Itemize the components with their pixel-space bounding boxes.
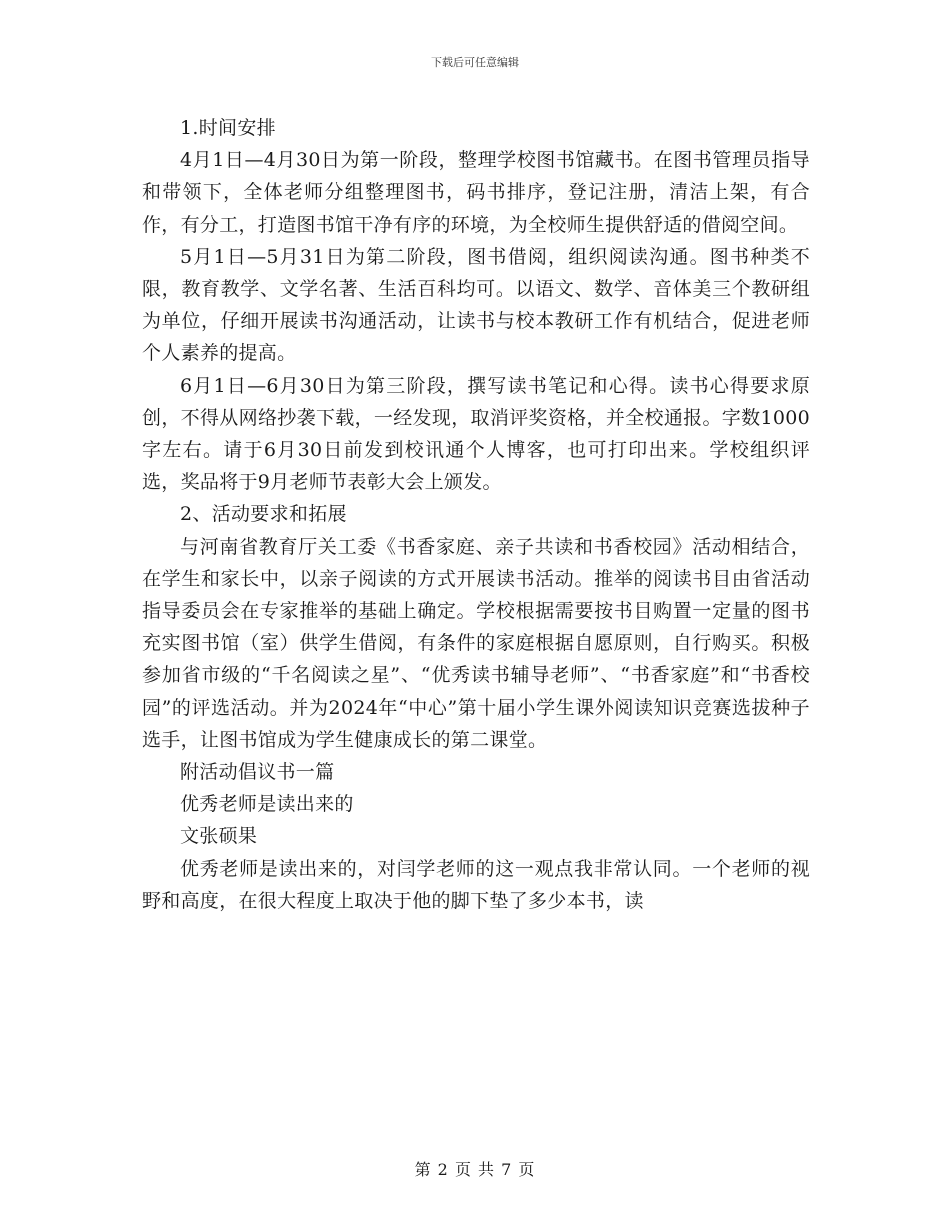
article-author: 文张硕果	[180, 825, 258, 848]
appendix-note: 附活动倡议书一篇	[180, 761, 335, 784]
paragraph-phase-three: 6月1日—6月30日为第三阶段，撰写读书笔记和心得。读书心得要求原创，不得从网络抄袭下载，一经发现，取消评奖资格，并全校通报。字数1000字左右。请于6月30日前发到校讯通个人博客，也可打印出来。学校组织评选，奖品将于9月老师节表彰大会上颁发。	[142, 374, 810, 494]
article-title: 优秀老师是读出来的	[180, 793, 354, 816]
page-header: 下载后可任意编辑	[431, 56, 519, 69]
document-body	[142, 112, 810, 917]
article-paragraph: 优秀老师是读出来的，对闫学老师的这一观点我非常认同。一个老师的视野和高度，在很大程度上取决于他的脚下垫了多少本书，读	[142, 857, 810, 912]
section-heading-schedule: 1.时间安排	[180, 117, 276, 139]
paragraph-requirements: 与河南省教育厅关工委《书香家庭、亲子共读和书香校园》活动相结合，在学生和家长中，以亲子阅读的方式开展读书活动。推举的阅读书目由省活动指导委员会在专家推举的基础上确定。学校根据需要按书目购置一定量的图书充实图书馆（室）供学生借阅，有条件的家庭根据自愿原则，自行购买。积极参加省市级的“千名阅读之星”、“优秀读书辅导老师”、“书香家庭”和“书香校园”的评选活动。并为2024年“中心”第十届小学生课外阅读知识竞赛选拔种子选手，让图书馆成为学生健康成长的第二课堂。	[142, 535, 810, 751]
section-heading-requirements: 2、活动要求和拓展	[180, 503, 347, 526]
page-number: 第 2 页 共 7 页	[414, 1160, 536, 1179]
paragraph-phase-one: 4月1日—4月30日为第一阶段，整理学校图书馆藏书。在图书管理员指导和带领下，全体老师分组整理图书，码书排序，登记注册，清洁上架，有合作，有分工，打造图书馆干净有序的环境，为全校师生提供舒适的借阅空间。	[142, 149, 810, 236]
paragraph-phase-two: 5月1日—5月31日为第二阶段，图书借阅，组织阅读沟通。图书种类不限，教育教学、文学名著、生活百科均可。以语文、数学、音体美三个教研组为单位，仔细开展读书沟通活动，让读书与校本教研工作有机结合，促进老师个人素养的提高。	[142, 245, 810, 365]
